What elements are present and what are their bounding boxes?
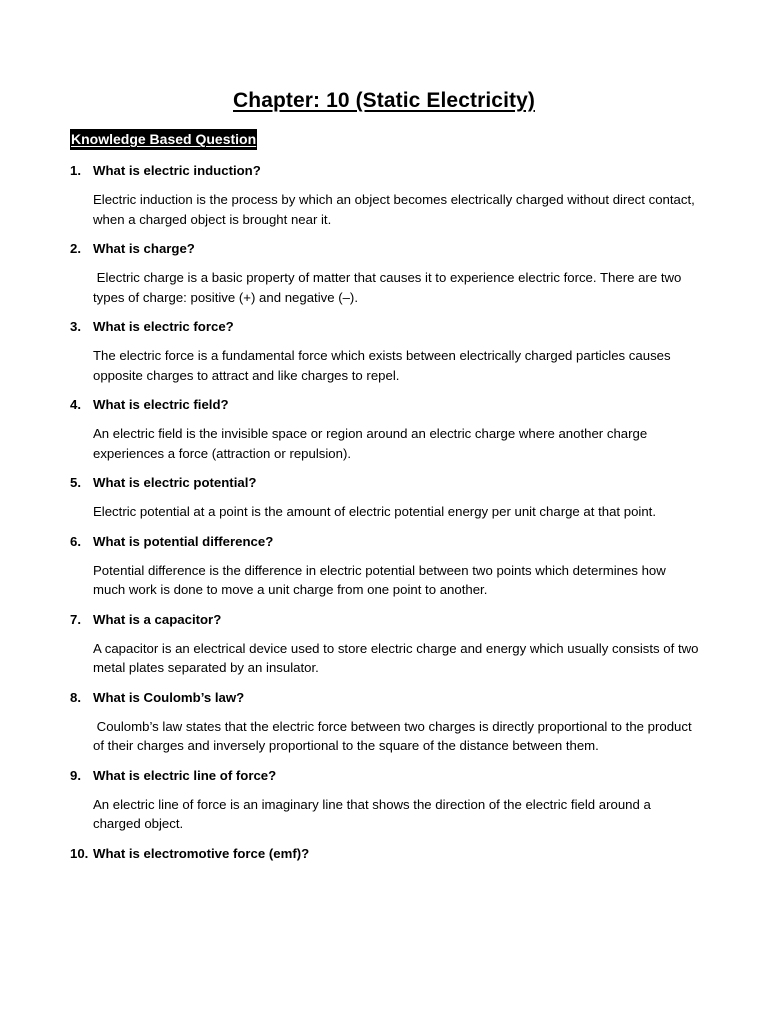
question-row [0,395,768,415]
question-number: 7. [70,611,81,627]
answer-text: Coulomb’s law states that the electric force between two charges is directly proportional to the product of their charges and inversely proportional to the square of the distance between them. [93,718,696,753]
question-number: 2. [70,241,81,256]
question-item [0,688,768,756]
question-item [0,532,768,600]
question-item [0,844,768,864]
answer-text: Electric induction is the process by which an object becomes electrically charged without direct contact, when a charged object is brought near it. [93,192,695,227]
question-text: What is electric field? [93,397,229,412]
question-item [0,610,768,678]
question-list [0,161,768,864]
question-row [0,844,768,864]
question-number: 9. [70,767,81,783]
question-row [0,161,768,181]
question-row [0,766,768,786]
answer-text: The electric force is a fundamental force which exists between electrically charged particles causes opposite charges to attract and like charges to repel. [93,348,671,383]
answer-text: An electric line of force is an imaginary line that shows the direction of the electric field around a charged object. [93,796,651,831]
question-text: What is a capacitor? [93,611,222,627]
chapter-title: Chapter: 10 (Static Electricity) [233,89,535,112]
question-row [0,317,768,337]
question-row [0,239,768,259]
question-text: What is electric line of force? [93,767,277,783]
question-text: What is charge? [93,241,195,256]
question-item [0,473,768,522]
answer-text: Electric potential at a point is the amount of electric potential energy per unit charge at that point. [93,504,656,519]
question-text: What is electric potential? [93,475,257,490]
question-row [0,532,768,552]
answer-text: A capacitor is an electrical device used to store electric charge and energy which usually consists of two metal plates separated by an insulator. [93,640,699,675]
question-item [0,317,768,385]
question-item [0,766,768,834]
question-text: What is potential difference? [93,533,274,549]
answer-text: Potential difference is the difference in electric potential between two points which determines how much work is done to move a unit charge from one point to another. [93,562,666,597]
question-number: 5. [70,475,81,490]
question-number: 4. [70,397,81,412]
question-text: What is electric induction? [93,163,261,178]
question-number: 8. [70,689,81,705]
section-heading: Knowledge Based Question [70,129,257,150]
question-number: 10. [70,845,89,861]
question-item [0,161,768,229]
question-row [0,688,768,708]
question-row [0,610,768,630]
question-text: What is electric force? [93,319,234,334]
question-number: 6. [70,533,81,549]
question-row [0,473,768,493]
question-item [0,395,768,463]
answer-text: Electric charge is a basic property of matter that causes it to experience electric force. There are two types of charge: positive (+) and negative (–). [93,270,686,305]
question-number: 1. [70,163,81,178]
question-number: 3. [70,319,81,334]
question-text: What is Coulomb’s law? [93,689,245,705]
question-text: What is electromotive force (emf)? [93,845,310,861]
answer-text: An electric field is the invisible space or region around an electric charge where another charge experiences a force (attraction or repulsion). [93,426,648,461]
question-item [0,239,768,307]
